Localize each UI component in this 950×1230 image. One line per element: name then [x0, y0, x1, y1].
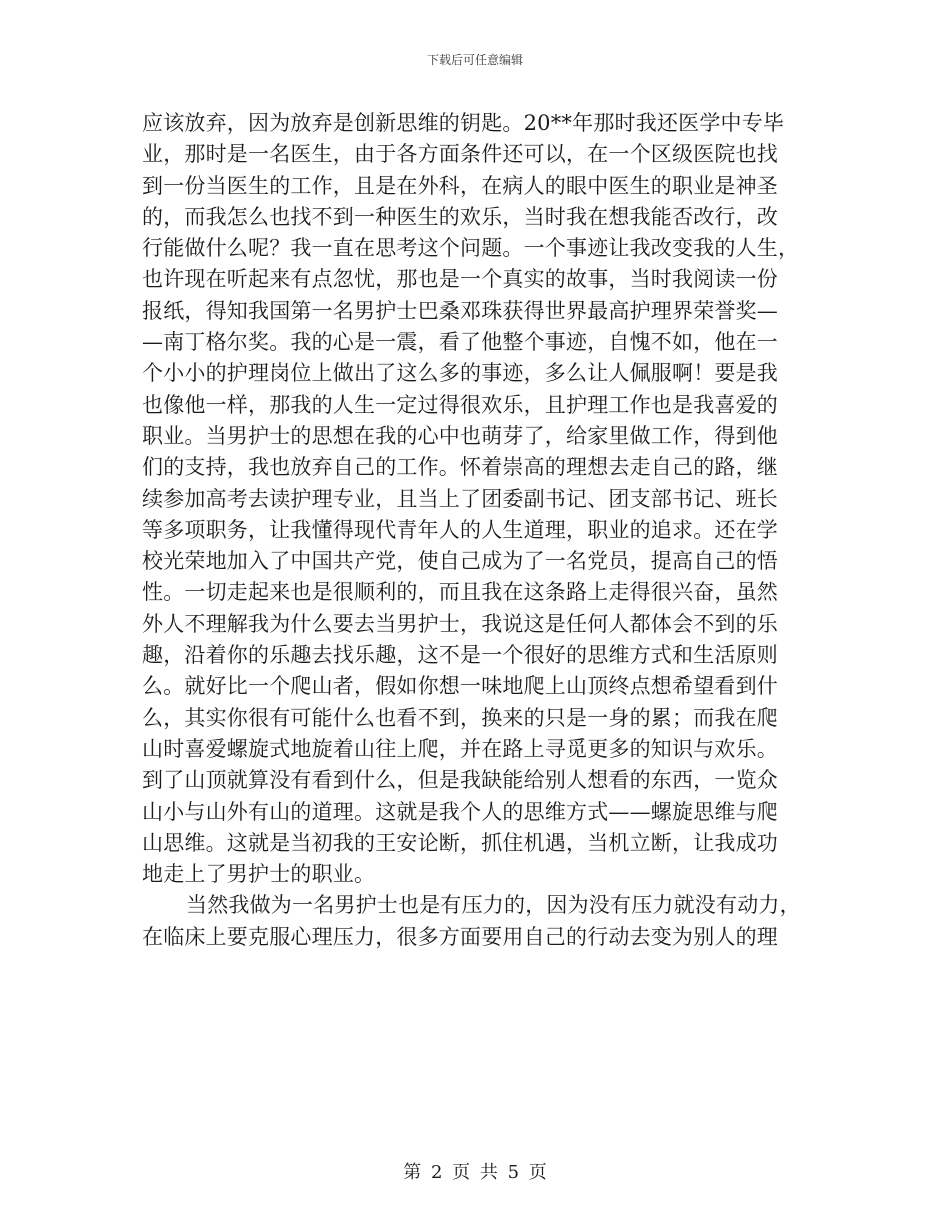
- paragraph: [142, 108, 814, 890]
- text-line: 山时喜爱螺旋式地旋着山往上爬，并在路上寻觅更多的知识与欢乐。: [142, 736, 778, 761]
- text-line: 业，那时是一名医生，由于各方面条件还可以，在一个区级医院也找: [142, 142, 778, 167]
- text-line: 山思维。这就是当初我的王安论断，抓住机遇，当机立断，让我成功: [142, 830, 778, 855]
- text-line: 也许现在听起来有点忽忧，那也是一个真实的故事，当时我阅读一份: [142, 267, 778, 292]
- text-line: 地走上了男护士的职业。: [142, 862, 376, 887]
- text-line: —南丁格尔奖。我的心是一震，看了他整个事迹，自愧不如，他在一: [142, 330, 778, 355]
- text-line: 的，而我怎么也找不到一种医生的欢乐，当时我在想我能否改行，改: [142, 204, 778, 229]
- text-line: 报纸，得知我国第一名男护士巴桑邓珠获得世界最高护理界荣誉奖—: [142, 298, 778, 323]
- page-number: 第 2 页 共 5 页: [403, 1162, 547, 1183]
- text-line: 么，其实你很有可能什么也看不到，换来的只是一身的累；而我在爬: [142, 705, 778, 730]
- page-header-note: 下载后可任意编辑: [426, 53, 523, 67]
- text-line: 们的支持，我也放弃自己的工作。怀着崇高的理想去走自己的路，继: [142, 455, 778, 480]
- text-line: 山小与山外有山的道理。这就是我个人的思维方式——螺旋思维与爬: [142, 799, 778, 824]
- paragraph: [142, 890, 814, 953]
- text-line: 续参加高考去读护理专业，且当上了团委副书记、团支部书记、班长: [142, 486, 778, 511]
- text-line: 个小小的护理岗位上做出了这么多的事迹，多么让人佩服啊！要是我: [142, 361, 778, 386]
- text-line: 么。就好比一个爬山者，假如你想一味地爬上山顶终点想希望看到什: [142, 674, 778, 699]
- document-body: [142, 108, 814, 953]
- text-line: 校光荣地加入了中国共产党，使自己成为了一名党员，提高自己的悟: [142, 549, 778, 574]
- text-line: 趣，沿着你的乐趣去找乐趣，这不是一个很好的思维方式和生活原则: [142, 643, 778, 668]
- text-line: 外人不理解我为什么要去当男护士，我说这是任何人都体会不到的乐: [142, 611, 778, 636]
- text-line: 行能做什么呢？我一直在思考这个问题。一个事迹让我改变我的人生，: [142, 236, 800, 261]
- text-line: 在临床上要克服心理压力，很多方面要用自己的行动去变为别人的理: [142, 924, 778, 949]
- text-line: 当然我做为一名男护士也是有压力的，因为没有压力就没有动力，: [186, 893, 801, 918]
- text-line: 也像他一样，那我的人生一定过得很欢乐，且护理工作也是我喜爱的: [142, 392, 778, 417]
- text-line: 应该放弃，因为放弃是创新思维的钥匙。20**年那时我还医学中专毕: [142, 111, 785, 135]
- text-line: 职业。当男护士的思想在我的心中也萌芽了，给家里做工作，得到他: [142, 423, 778, 448]
- text-line: 等多项职务，让我懂得现代青年人的人生道理，职业的追求。还在学: [142, 517, 778, 542]
- text-line: 到一份当医生的工作，且是在外科，在病人的眼中医生的职业是神圣: [142, 173, 778, 198]
- text-line: 到了山顶就算没有看到什么，但是我缺能给别人想看的东西，一览众: [142, 768, 778, 793]
- text-line: 性。一切走起来也是很顺利的，而且我在这条路上走得很兴奋，虽然: [142, 580, 778, 605]
